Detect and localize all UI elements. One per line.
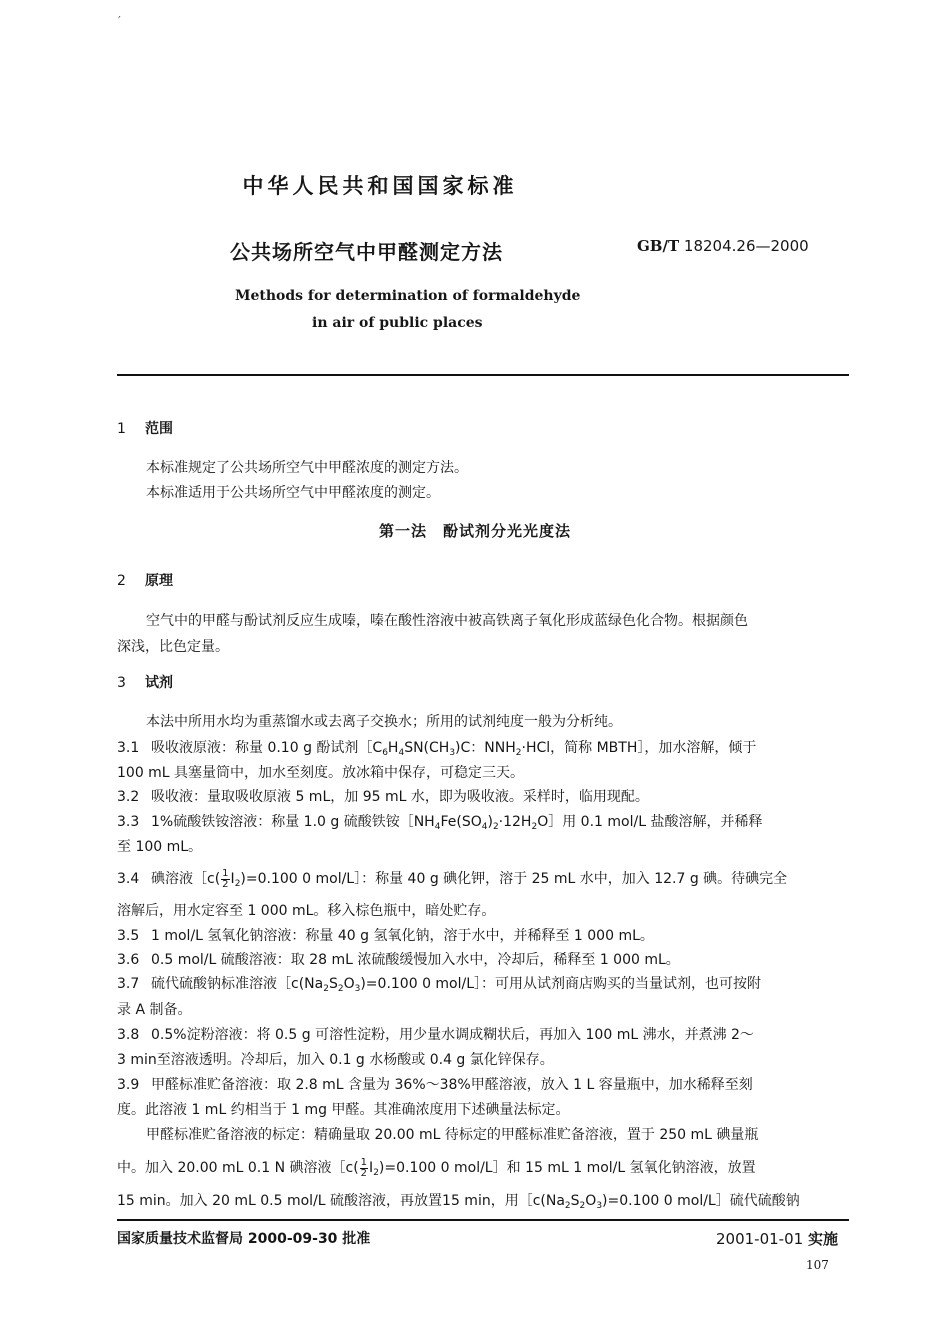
text-run: 1%硫酸铁铵溶液：称量 1.0 g 硫酸铁铵［NH [151, 814, 435, 830]
section-1-heading [117, 418, 173, 438]
item-number: 3.8 [117, 1027, 140, 1043]
implementation-label: 实施 [807, 1230, 838, 1248]
item-3-5 [117, 925, 654, 945]
scope-paragraph-1: 本标准规定了公共场所空气中甲醛浓度的测定方法。 [146, 460, 468, 476]
scope-paragraph-2: 本标准适用于公共场所空气中甲醛浓度的测定。 [146, 485, 440, 501]
text-run: S [328, 976, 338, 992]
text-run: ) [487, 814, 493, 830]
text-run: )=0.100 0 mol/L］和 15 mL 1 mol/L 氢氧化钠溶液，放置 [378, 1160, 756, 1176]
fraction-denominator: 2 [222, 878, 229, 890]
implementation-line [716, 1228, 838, 1249]
subscript: 3 [449, 748, 456, 758]
item-3-1-line-1 [117, 737, 756, 758]
item-3-8-line-2: 3 min至溶液透明。冷却后，加入 0.1 g 水杨酸或 0.4 g 氯化锌保存。 [117, 1052, 554, 1068]
page-number: 107 [806, 1258, 829, 1272]
subscript: 2 [492, 822, 499, 832]
item-3-9-line-2: 度。此溶液 1 mL 约相当于 1 mg 甲醛。其准确浓度用下述碘量法标定。 [117, 1102, 570, 1118]
fraction-numerator: 1 [360, 1156, 368, 1168]
item-3-4-line-1 [117, 868, 787, 890]
item-3-9-line-1 [117, 1074, 753, 1094]
item-number: 3.5 [117, 928, 140, 944]
item-number: 3.2 [117, 789, 140, 805]
item-3-3-line-2: 至 100 mL。 [117, 839, 203, 855]
subscript: 2 [337, 984, 344, 994]
reagents-intro: 本法中所用水均为重蒸馏水或去离子交换水；所用的试剂纯度一般为分析纯。 [146, 714, 622, 730]
text-run: ·12H [498, 814, 532, 830]
item-number: 3.3 [117, 814, 140, 830]
section-title: 原理 [145, 573, 173, 589]
text-run: 吸收液原液：称量 0.10 g 酚试剂［C [151, 740, 383, 756]
text-run: 甲醛标准贮备溶液：取 2.8 mL 含量为 36%～38%甲醛溶液，放入 1 L 容量瓶中，加水稀释至刻 [151, 1077, 753, 1093]
section-number: 2 [117, 573, 126, 589]
english-title-line1: Methods for determination of formaldehyde [235, 288, 581, 304]
item-number: 3.1 [117, 740, 140, 756]
document-title: 公共场所空气中甲醛测定方法 [230, 240, 503, 264]
method-heading: 第一法 酚试剂分光光度法 [378, 522, 571, 540]
subscript: 4 [434, 822, 441, 832]
item-3-3-line-1 [117, 811, 762, 832]
text-run: 0.5 mol/L 硫酸溶液：取 28 mL 浓硫酸缓慢加入水中，冷却后，稀释至 1 000 mL。 [151, 952, 680, 968]
subscript: 6 [382, 748, 388, 758]
subscript: 2 [323, 984, 329, 994]
text-run: Fe(SO [440, 814, 482, 830]
text-run: ·HCl，简称 MBTH］，加水溶解，倾于 [521, 740, 757, 756]
text-run: H [387, 740, 399, 756]
subscript: 2 [531, 822, 538, 832]
calibration-line-1: 甲醛标准贮备溶液的标定：精确量取 20.00 mL 待标定的甲醛标准贮备溶液，置于 250 mL 碘量瓶 [146, 1127, 759, 1143]
text-run: 1 mol/L 氢氧化钠溶液：称量 40 g 氢氧化钠，溶于水中，并稀释至 1 000 mL。 [151, 928, 654, 944]
subscript: 3 [354, 984, 361, 994]
text-run: O [343, 976, 355, 992]
subscript: 4 [481, 822, 488, 832]
item-number: 3.7 [117, 976, 140, 992]
text-run: 15 min。加入 20 mL 0.5 mol/L 硫酸溶液，再放置15 min，用［c(Na [117, 1193, 565, 1209]
code-number: 18204.26—2000 [683, 237, 809, 255]
subscript: 3 [596, 1201, 603, 1211]
item-3-6 [117, 949, 680, 969]
standard-code [637, 237, 809, 255]
subscript: 2 [373, 1168, 379, 1178]
section-2-heading [117, 570, 173, 590]
subscript: 2 [515, 748, 522, 758]
item-3-8-line-1 [117, 1024, 754, 1044]
footer-divider [117, 1219, 849, 1221]
text-run: 硫代硫酸钠标准溶液［c(Na [151, 976, 324, 992]
text-run: )=0.100 0 mol/L］：可用从试剂商店购买的当量试剂，也可按附 [360, 976, 762, 992]
scan-mark: ′ [118, 14, 121, 28]
fraction-one-half [360, 1158, 368, 1179]
item-3-1-line-2: 100 mL 具塞量筒中，加水至刻度。放冰箱中保存，可稳定三天。 [117, 765, 525, 781]
english-title-line2: in air of public places [312, 315, 483, 331]
code-prefix: GB/T [637, 237, 680, 255]
subscript: 2 [564, 1201, 571, 1211]
section-number: 1 [117, 421, 126, 437]
item-number: 3.9 [117, 1077, 140, 1093]
principle-line-2: 深浅，比色定量。 [117, 639, 229, 655]
header-divider [117, 374, 849, 376]
text-run: )C：NNH [455, 740, 516, 756]
calibration-line-3 [117, 1190, 800, 1211]
text-run: I [369, 1160, 374, 1176]
subscript: 2 [579, 1201, 586, 1211]
section-number: 3 [117, 675, 126, 691]
text-run: )=0.100 0 mol/L］硫代硫酸钠 [602, 1193, 800, 1209]
section-title: 范围 [145, 421, 173, 437]
subscript: 4 [398, 748, 405, 758]
text-run: S [570, 1193, 580, 1209]
item-3-4-line-2: 溶解后，用水定容至 1 000 mL。移入棕色瓶中，暗处贮存。 [117, 903, 496, 919]
text-run: 0.5%淀粉溶液：将 0.5 g 可溶性淀粉，用少量水调成糊状后，再加入 100 mL 沸水，并煮沸 2～ [151, 1027, 754, 1043]
text-run: I [230, 871, 235, 887]
item-3-7-line-1 [117, 973, 761, 994]
text-run: O [585, 1193, 597, 1209]
text-run: 碘溶液［c( [151, 871, 221, 887]
approval-line: 国家质量技术监督局 2000-09-30 批准 [117, 1231, 371, 1247]
item-number: 3.4 [117, 871, 140, 887]
item-3-7-line-2: 录 A 制备。 [117, 1002, 192, 1018]
text-run: 吸收液：量取吸收原液 5 mL，加 95 mL 水，即为吸收液。采样时，临用现配。 [151, 789, 649, 805]
item-3-2 [117, 786, 649, 806]
fraction-denominator: 2 [360, 1167, 368, 1179]
subscript: 2 [234, 879, 241, 889]
implementation-date: 2001-01-01 [716, 1230, 804, 1248]
section-3-heading [117, 672, 173, 692]
fraction-one-half [221, 869, 229, 890]
text-run: )=0.100 0 mol/L］：称量 40 g 碘化钾，溶于 25 mL 水中，加入 12.7 g 碘。待碘完全 [240, 871, 788, 887]
text-run: SN(CH [404, 740, 450, 756]
item-number: 3.6 [117, 952, 140, 968]
national-standard-heading: 中华人民共和国国家标准 [242, 174, 518, 198]
fraction-numerator: 1 [222, 867, 229, 879]
calibration-line-2 [117, 1157, 756, 1179]
section-title: 试剂 [145, 675, 173, 691]
principle-line-1: 空气中的甲醛与酚试剂反应生成嗪，嗪在酸性溶液中被高铁离子氧化形成蓝绿色化合物。根据颜色 [146, 613, 748, 629]
text-run: O］用 0.1 mol/L 盐酸溶解，并稀释 [537, 814, 763, 830]
text-run: 中。加入 20.00 mL 0.1 N 碘溶液［c( [117, 1160, 359, 1176]
